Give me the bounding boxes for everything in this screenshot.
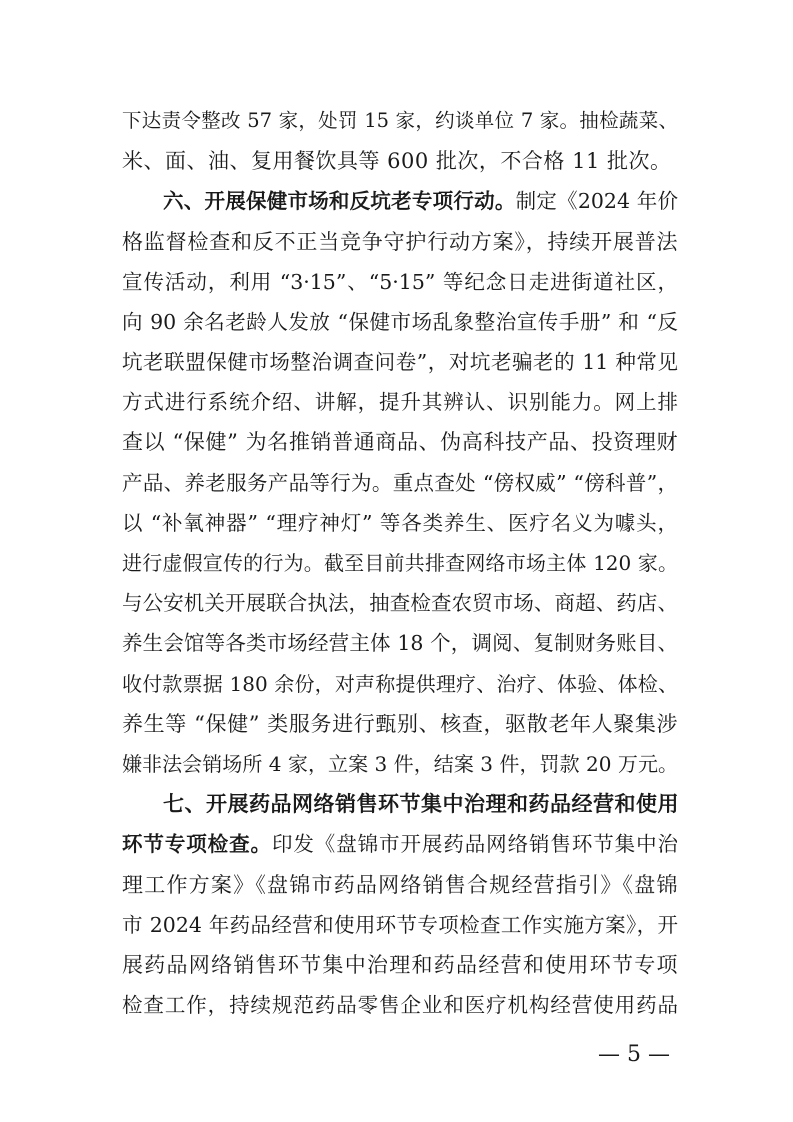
body-line: 检查工作，持续规范药品零售企业和医疗机构经营使用药品 — [122, 993, 678, 1017]
body-line: 进行虚假宣传的行为。截至目前共排查网络市场主体 120 家。 — [122, 551, 678, 575]
body-line: 产品、养老服务产品等行为。重点查处 “傍权威” “傍科普”， — [122, 471, 678, 495]
section-heading-six: 六、开展保健市场和反坑老专项行动。 — [163, 189, 516, 213]
body-line: 养生等 “保健” 类服务进行甄别、核查，驱散老年人聚集涉 — [122, 712, 678, 736]
body-line: 下达责令整改 57 家，处罚 15 家，约谈单位 7 家。抽检蔬菜、 — [122, 109, 678, 132]
body-line: 格监督检查和反不正当竞争守护行动方案》，持续开展普法 — [122, 230, 678, 254]
body-line: 方式进行系统介绍、讲解，提升其辨认、识别能力。网上排 — [122, 390, 678, 414]
body-line: 向 90 余名老龄人发放 “保健市场乱象整治宣传手册” 和 “反 — [122, 310, 678, 334]
body-line: 与公安机关开展联合执法，抽查检查农贸市场、商超、药店、 — [122, 591, 678, 615]
body-line: 收付款票据 180 余份，对声称提供理疗、治疗、体验、体检、 — [122, 672, 678, 696]
body-line: 理工作方案》《盘锦市药品网络销售合规经营指引》《盘锦 — [122, 873, 678, 897]
section-heading-seven-cont: 环节专项检查。 — [122, 832, 272, 856]
section-six-first-line: 六、开展保健市场和反坑老专项行动。制定《2024 年价 — [163, 189, 679, 213]
body-line: 市 2024 年药品经营和使用环节专项检查工作实施方案》，开 — [122, 913, 678, 937]
body-line: 养生会馆等各类市场经营主体 18 个，调阅、复制财务账目、 — [122, 631, 678, 655]
body-line: 宣传活动，利用 “3·15”、“5·15” 等纪念日走进街道社区， — [122, 270, 678, 294]
body-line: 查以 “保健” 为名推销普通商品、伪高科技产品、投资理财 — [122, 430, 678, 454]
body-line: 米、面、油、复用餐饮具等 600 批次，不合格 11 批次。 — [122, 149, 672, 173]
body-line: 嫌非法会销场所 4 家，立案 3 件，结案 3 件，罚款 20 万元。 — [122, 752, 678, 776]
body-line: 坑老联盟保健市场整治调查问卷”，对坑老骗老的 11 种常见 — [122, 350, 678, 374]
page-number: — 5 — — [598, 1042, 670, 1067]
body-line: 展药品网络销售环节集中治理和药品经营和使用环节专项 — [122, 953, 678, 977]
body-line: 以 “补氧神器” “理疗神灯” 等各类养生、医疗名义为噱头， — [122, 511, 678, 535]
section-heading-seven: 七、开展药品网络销售环节集中治理和药品经营和使用 — [163, 792, 679, 816]
section-seven-first-line — [163, 789, 678, 819]
section-seven-second-line: 环节专项检查。印发《盘锦市开展药品网络销售环节集中治 — [122, 832, 679, 856]
